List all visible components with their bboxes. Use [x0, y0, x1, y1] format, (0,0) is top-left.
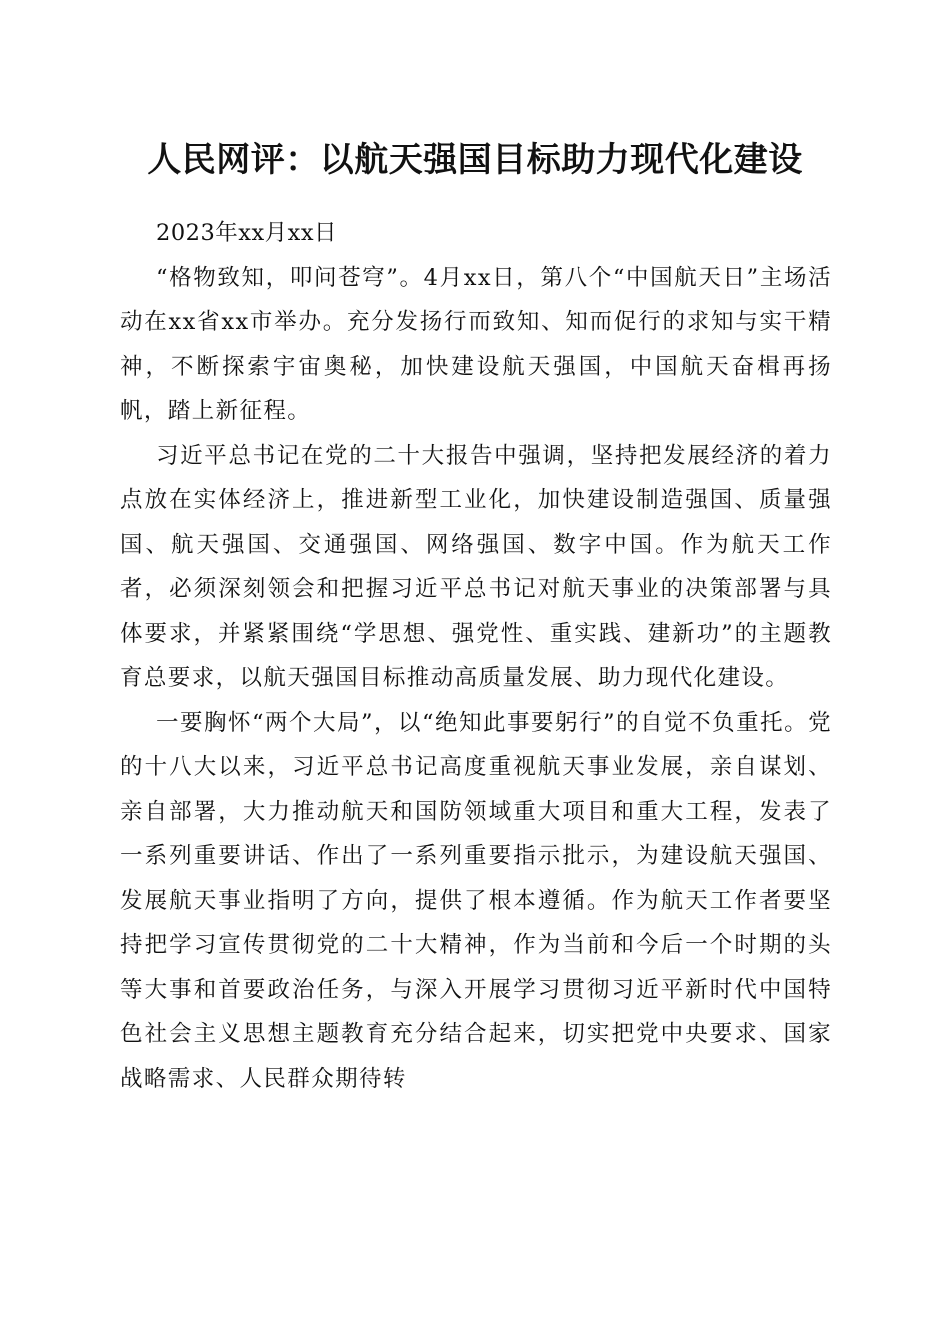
paragraph-1: “格物致知，叩问苍穹”。4月xx日，第八个“中国航天日”主场活动在xx省xx市举办。充分发扬行而致知、知而促行的求知与实干精神，不断探索宇宙奥秘，加快建设航天强国，中国航天奋楫再扬帆，踏上新征程。 [120, 264, 832, 424]
publish-date: 2023年xx月xx日 [156, 220, 338, 246]
paragraph-3: 一要胸怀“两个大局”，以“绝知此事要躬行”的自觉不负重托。党的十八大以来，习近平总书记高度重视航天事业发展，亲自谋划、亲自部署，大力推动航天和国防领域重大项目和重大工程，发表了一系列重要讲话、作出了一系列重要指示批示，为建设航天强国、发展航天事业指明了方向，提供了根本遵循。作为航天工作者要坚持把学习宣传贯彻党的二十大精神，作为当前和今后一个时期的头等大事和首要政治任务，与深入开展学习贯彻习近平新时代中国特色社会主义思想主题教育充分结合起来，切实把党中央要求、国家战略需求、人民群众期待转 [120, 709, 832, 1092]
paragraph-2: 习近平总书记在党的二十大报告中强调，坚持把发展经济的着力点放在实体经济上，推进新型工业化，加快建设制造强国、质量强国、航天强国、交通强国、网络强国、数字中国。作为航天工作者，必须深刻领会和把握习近平总书记对航天事业的决策部署与具体要求，并紧紧围绕“学思想、强党性、重实践、建新功”的主题教育总要求，以航天强国目标推动高质量发展、助力现代化建设。 [120, 442, 832, 691]
document-body [120, 211, 832, 1101]
document-title: 人民网评：以航天强国目标助力现代化建设 [147, 140, 803, 180]
